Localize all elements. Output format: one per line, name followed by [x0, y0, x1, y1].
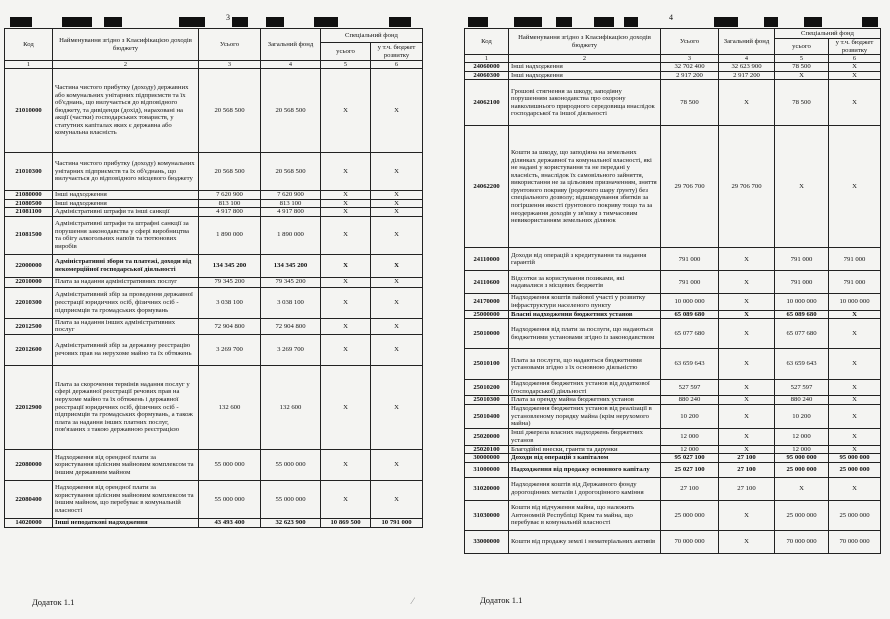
name-cell: Грошові стягнення за шкоду, заподіяну порушенням законодавства про охорону навколишнього природного середовища внаслідок господарської та іншої діяльності [509, 80, 661, 126]
name-cell: Надходження коштів пайової участі у розвитку інфраструктури населеного пункту [509, 294, 661, 310]
special-fund-cell: 12 000 [775, 428, 829, 445]
special-fund-cell: 10 200 [775, 404, 829, 428]
special-fund-cell: X [321, 287, 371, 318]
total-cell: 4 917 800 [199, 208, 261, 217]
special-fund-cell: X [321, 191, 371, 200]
general-fund-cell: X [719, 271, 775, 294]
development-budget-cell: X [829, 80, 881, 126]
name-cell: Частина чистого прибутку (доходу) державних або комунальних унітарних підприємств та їх об'єднань, що вилучається до відповідного бюджету, та дивіденди (дохід), нараховані на акції (частки) господарських товариств, у статутних капіталах яких є державна або комунальна власність [53, 69, 199, 153]
table-row [465, 477, 881, 500]
table-row [465, 380, 881, 396]
general-fund-cell: 32 623 900 [719, 63, 775, 72]
header-special-total: усього [775, 39, 829, 55]
special-fund-cell: X [775, 71, 829, 80]
column-index-cell: 5 [775, 55, 829, 63]
total-cell: 70 000 000 [661, 530, 719, 553]
total-cell: 3 269 700 [199, 334, 261, 365]
code-cell: 25020100 [465, 445, 509, 454]
code-cell: 24110000 [465, 248, 509, 271]
development-budget-cell: X [371, 318, 423, 334]
general-fund-cell: 7 620 900 [261, 191, 321, 200]
total-cell: 813 100 [199, 199, 261, 208]
total-cell: 10 200 [661, 404, 719, 428]
special-fund-cell: X [321, 277, 371, 287]
general-fund-cell: 29 706 700 [719, 126, 775, 248]
development-budget-cell: X [371, 191, 423, 200]
table-row [5, 318, 423, 334]
table-row [465, 462, 881, 477]
general-fund-cell: 79 345 200 [261, 277, 321, 287]
special-fund-cell: X [321, 254, 371, 277]
development-budget-cell: 25 000 000 [829, 500, 881, 530]
general-fund-cell: 55 000 000 [261, 480, 321, 518]
name-cell: Інші надходження [509, 71, 661, 80]
column-index-cell: 3 [199, 61, 261, 69]
table-row [465, 310, 881, 319]
header-general-fund: Загальний фонд [261, 29, 321, 61]
total-cell: 29 706 700 [661, 126, 719, 248]
special-fund-cell: 10 869 500 [321, 518, 371, 527]
header-general-fund: Загальний фонд [719, 29, 775, 55]
table-row [5, 254, 423, 277]
table-row [465, 126, 881, 248]
total-cell: 3 038 100 [199, 287, 261, 318]
total-cell: 63 659 643 [661, 349, 719, 380]
development-budget-cell: X [829, 380, 881, 396]
general-fund-cell: X [719, 380, 775, 396]
table-row [5, 518, 423, 527]
total-cell: 25 027 100 [661, 462, 719, 477]
table-row [465, 454, 881, 463]
general-fund-cell: X [719, 349, 775, 380]
total-cell: 20 568 500 [199, 153, 261, 191]
special-fund-cell: X [321, 216, 371, 254]
column-index-cell: 4 [261, 61, 321, 69]
table-row [465, 530, 881, 553]
table-row [465, 404, 881, 428]
table-row [465, 500, 881, 530]
table-row [5, 191, 423, 200]
code-cell: 21080000 [5, 191, 53, 200]
total-cell: 1 890 000 [199, 216, 261, 254]
total-cell: 55 000 000 [199, 480, 261, 518]
table-row [5, 277, 423, 287]
table-row [465, 428, 881, 445]
general-fund-cell: X [719, 445, 775, 454]
name-cell: Надходження бюджетних установ від додаткової (господарської) діяльності [509, 380, 661, 396]
name-cell: Власні надходження бюджетних установ [509, 310, 661, 319]
development-budget-cell: X [371, 199, 423, 208]
total-cell: 72 904 800 [199, 318, 261, 334]
code-cell: 22010300 [5, 287, 53, 318]
code-cell: 31030000 [465, 500, 509, 530]
appendix-label: Додаток 1.1 [32, 597, 75, 607]
name-cell: Інші джерела власних надходжень бюджетних установ [509, 428, 661, 445]
development-budget-cell: X [371, 208, 423, 217]
general-fund-cell: 813 100 [261, 199, 321, 208]
table-row [465, 71, 881, 80]
total-cell: 12 000 [661, 445, 719, 454]
special-fund-cell: 12 000 [775, 445, 829, 454]
appendix-label: Додаток 1.1 [480, 595, 523, 605]
code-cell: 22080000 [5, 449, 53, 480]
development-budget-cell: X [829, 396, 881, 405]
name-cell: Надходження від орендної плати за користування цілісним майновим комплексом та іншим державним майном [53, 449, 199, 480]
header-total: Усього [199, 29, 261, 61]
name-cell: Кошти від відчуження майна, що належить Автономній Республіці Крим та майна, що перебуває в комунальній власності [509, 500, 661, 530]
special-fund-cell: X [775, 126, 829, 248]
header-special-fund: Спеціальний фонд [775, 29, 881, 39]
total-cell: 43 493 400 [199, 518, 261, 527]
code-cell: 33000000 [465, 530, 509, 553]
development-budget-cell: 25 000 000 [829, 462, 881, 477]
column-index-cell: 1 [5, 61, 53, 69]
name-cell: Плата за надання адміністративних послуг [53, 277, 199, 287]
name-cell: Благодійні внески, гранти та дарунки [509, 445, 661, 454]
development-budget-cell: X [371, 254, 423, 277]
column-index-cell: 5 [321, 61, 371, 69]
general-fund-cell: X [719, 428, 775, 445]
code-cell: 31020000 [465, 477, 509, 500]
general-fund-cell: X [719, 396, 775, 405]
general-fund-cell: X [719, 294, 775, 310]
total-cell: 79 345 200 [199, 277, 261, 287]
general-fund-cell: 20 568 500 [261, 153, 321, 191]
code-cell: 30000000 [465, 454, 509, 463]
general-fund-cell: 32 623 900 [261, 518, 321, 527]
name-cell: Інші надходження [53, 199, 199, 208]
development-budget-cell: X [371, 277, 423, 287]
special-fund-cell: 78 500 [775, 63, 829, 72]
development-budget-cell: X [829, 445, 881, 454]
table-row [465, 80, 881, 126]
name-cell: Плата за послуги, що надаються бюджетними установами згідно з їх основною діяльністю [509, 349, 661, 380]
header-name: Найменування згідно з Класифікацією доходів бюджету [53, 29, 199, 61]
development-budget-cell: X [829, 428, 881, 445]
column-index-cell: 2 [53, 61, 199, 69]
development-budget-cell: X [371, 69, 423, 153]
name-cell: Інші надходження [509, 63, 661, 72]
total-cell: 880 240 [661, 396, 719, 405]
header-code: Код [465, 29, 509, 55]
name-cell: Адміністративний збір за проведення державної реєстрації юридичних осіб, фізичних осіб - підприємців та громадських формувань [53, 287, 199, 318]
development-budget-cell: X [371, 334, 423, 365]
code-cell: 21010300 [5, 153, 53, 191]
development-budget-cell: 10 791 000 [371, 518, 423, 527]
name-cell: Доходи від операцій з кредитування та надання гарантій [509, 248, 661, 271]
total-cell: 132 600 [199, 365, 261, 449]
name-cell: Частина чистого прибутку (доходу) комунальних унітарних підприємств та їх об'єднань, що вилучається до відповідного місцевого бюджету [53, 153, 199, 191]
general-fund-cell: X [719, 404, 775, 428]
special-fund-cell: 78 500 [775, 80, 829, 126]
table-row [5, 153, 423, 191]
code-cell: 25010100 [465, 349, 509, 380]
header-total: Усього [661, 29, 719, 55]
column-index-cell: 4 [719, 55, 775, 63]
general-fund-cell: 27 100 [719, 477, 775, 500]
general-fund-cell: 20 568 500 [261, 69, 321, 153]
name-cell: Адміністративний збір за державну реєстрацію речових прав на нерухоме майно та їх обтяжень [53, 334, 199, 365]
code-cell: 25010400 [465, 404, 509, 428]
general-fund-cell: 27 100 [719, 462, 775, 477]
table-row [465, 349, 881, 380]
general-fund-cell: 27 100 [719, 454, 775, 463]
code-cell: 24060300 [465, 71, 509, 80]
name-cell: Плата за скорочення термінів надання послуг у сфері державної реєстрації речових прав на нерухоме майно та їх обтяжень і державної реєстрації юридичних осіб, фізичних осіб - підприємців та громадських формувань, а також плата за надання інших платних послуг, пов'язаних з такою державною реєстрацією [53, 365, 199, 449]
table-row [465, 319, 881, 349]
name-cell: Надходження коштів від Державного фонду дорогоцінних металів і дорогоцінного каміння [509, 477, 661, 500]
total-cell: 55 000 000 [199, 449, 261, 480]
scan-mark: ⁄ [412, 596, 414, 606]
name-cell: Кошти від продажу землі і нематеріальних активів [509, 530, 661, 553]
header-special-development: у т.ч. бюджет розвитку [829, 39, 881, 55]
column-index-cell: 6 [371, 61, 423, 69]
special-fund-cell: X [321, 199, 371, 208]
total-cell: 78 500 [661, 80, 719, 126]
name-cell: Інші надходження [53, 191, 199, 200]
table-row [465, 63, 881, 72]
table-row [5, 199, 423, 208]
page-number: 3 [226, 13, 230, 22]
development-budget-cell: 70 000 000 [829, 530, 881, 553]
development-budget-cell: 791 000 [829, 248, 881, 271]
table-row [5, 449, 423, 480]
general-fund-cell: X [719, 248, 775, 271]
development-budget-cell: X [371, 365, 423, 449]
general-fund-cell: X [719, 500, 775, 530]
header-special-total: усього [321, 43, 371, 61]
general-fund-cell: X [719, 310, 775, 319]
general-fund-cell: X [719, 530, 775, 553]
code-cell: 21080500 [5, 199, 53, 208]
development-budget-cell: X [371, 449, 423, 480]
name-cell: Надходження від продажу основного капіталу [509, 462, 661, 477]
table-row [5, 334, 423, 365]
table-row [5, 287, 423, 318]
general-fund-cell: 72 904 800 [261, 318, 321, 334]
column-index-row [5, 61, 423, 69]
code-cell: 25010000 [465, 319, 509, 349]
column-index-cell: 1 [465, 55, 509, 63]
special-fund-cell: X [775, 477, 829, 500]
code-cell: 22012500 [5, 318, 53, 334]
table-row [465, 396, 881, 405]
general-fund-cell: 2 917 200 [719, 71, 775, 80]
special-fund-cell: 95 000 000 [775, 454, 829, 463]
table-row [5, 69, 423, 153]
development-budget-cell: 10 000 000 [829, 294, 881, 310]
revenue-table-right [464, 28, 881, 554]
general-fund-cell: 132 600 [261, 365, 321, 449]
name-cell: Надходження від орендної плати за користування цілісним майновим комплексом та іншим майном, що перебуває в комунальній власності [53, 480, 199, 518]
general-fund-cell: X [719, 319, 775, 349]
general-fund-cell: 1 890 000 [261, 216, 321, 254]
table-row [465, 445, 881, 454]
name-cell: Доходи від операцій з капіталом [509, 454, 661, 463]
development-budget-cell: 791 000 [829, 271, 881, 294]
total-cell: 791 000 [661, 271, 719, 294]
column-index-cell: 6 [829, 55, 881, 63]
total-cell: 10 000 000 [661, 294, 719, 310]
name-cell: Надходження бюджетних установ від реалізації в установленому порядку майна (крім нерухомого майна) [509, 404, 661, 428]
total-cell: 791 000 [661, 248, 719, 271]
special-fund-cell: 65 089 680 [775, 310, 829, 319]
total-cell: 65 077 680 [661, 319, 719, 349]
special-fund-cell: 25 000 000 [775, 462, 829, 477]
special-fund-cell: X [321, 449, 371, 480]
name-cell: Інші неподаткові надходження [53, 518, 199, 527]
name-cell: Адміністративні штрафи та штрафні санкції за порушення законодавства у сфері виробництва та обігу алкогольних напоїв та тютюнових виробів [53, 216, 199, 254]
column-index-cell: 3 [661, 55, 719, 63]
code-cell: 22000000 [5, 254, 53, 277]
table-row [5, 365, 423, 449]
development-budget-cell: X [829, 349, 881, 380]
code-cell: 21010000 [5, 69, 53, 153]
code-cell: 22012900 [5, 365, 53, 449]
development-budget-cell: 95 000 000 [829, 454, 881, 463]
special-fund-cell: 880 240 [775, 396, 829, 405]
code-cell: 22010000 [5, 277, 53, 287]
special-fund-cell: 25 000 000 [775, 500, 829, 530]
code-cell: 24110600 [465, 271, 509, 294]
total-cell: 134 345 200 [199, 254, 261, 277]
code-cell: 25010200 [465, 380, 509, 396]
special-fund-cell: X [321, 69, 371, 153]
general-fund-cell: 4 917 800 [261, 208, 321, 217]
header-special-development: у т.ч. бюджет розвитку [371, 43, 423, 61]
total-cell: 65 089 680 [661, 310, 719, 319]
column-index-cell: 2 [509, 55, 661, 63]
total-cell: 527 597 [661, 380, 719, 396]
code-cell: 22080400 [5, 480, 53, 518]
name-cell: Плата за надання інших адміністративних послуг [53, 318, 199, 334]
general-fund-cell: X [719, 80, 775, 126]
special-fund-cell: X [321, 208, 371, 217]
development-budget-cell: X [829, 71, 881, 80]
special-fund-cell: X [321, 365, 371, 449]
development-budget-cell: X [829, 477, 881, 500]
special-fund-cell: 65 077 680 [775, 319, 829, 349]
name-cell: Відсотки за користування позиками, які надавалися з місцевих бюджетів [509, 271, 661, 294]
total-cell: 20 568 500 [199, 69, 261, 153]
table-row [5, 216, 423, 254]
total-cell: 95 027 100 [661, 454, 719, 463]
code-cell: 24062100 [465, 80, 509, 126]
code-cell: 24170000 [465, 294, 509, 310]
development-budget-cell: X [371, 216, 423, 254]
development-budget-cell: X [829, 63, 881, 72]
name-cell: Кошти за шкоду, що заподіяна на земельних ділянках державної та комунальної власності, які не надані у користування та не передані у власність, внаслідок їх самовільного зайняття, використання не за цільовим призначенням, зняття ґрунтового покриву (родючого шару ґрунту) без спеціального дозволу; відшкодування збитків за погіршення якості ґрунтового покриву тощо та за неодержання доходів у зв'язку з тимчасовим невикористанням земельних ділянок [509, 126, 661, 248]
name-cell: Надходження від плати за послуги, що надаються бюджетними установами згідно із законодавством [509, 319, 661, 349]
name-cell: Адміністративні штрафи та інші санкції [53, 208, 199, 217]
special-fund-cell: 791 000 [775, 248, 829, 271]
special-fund-cell: 527 597 [775, 380, 829, 396]
special-fund-cell: 70 000 000 [775, 530, 829, 553]
general-fund-cell: 134 345 200 [261, 254, 321, 277]
table-row [465, 294, 881, 310]
special-fund-cell: X [321, 153, 371, 191]
code-cell: 21081500 [5, 216, 53, 254]
code-cell: 21081100 [5, 208, 53, 217]
column-index-row [465, 55, 881, 63]
development-budget-cell: X [829, 319, 881, 349]
total-cell: 27 100 [661, 477, 719, 500]
header-special-fund: Спеціальний фонд [321, 29, 423, 43]
development-budget-cell: X [371, 287, 423, 318]
code-cell: 25000000 [465, 310, 509, 319]
table-row [5, 208, 423, 217]
total-cell: 25 000 000 [661, 500, 719, 530]
development-budget-cell: X [371, 480, 423, 518]
general-fund-cell: 3 269 700 [261, 334, 321, 365]
total-cell: 32 702 400 [661, 63, 719, 72]
code-cell: 25020000 [465, 428, 509, 445]
total-cell: 12 000 [661, 428, 719, 445]
general-fund-cell: 55 000 000 [261, 449, 321, 480]
code-cell: 25010300 [465, 396, 509, 405]
table-row [5, 480, 423, 518]
table-row [465, 248, 881, 271]
revenue-table-left [4, 28, 423, 528]
code-cell: 22012600 [5, 334, 53, 365]
general-fund-cell: 3 038 100 [261, 287, 321, 318]
code-cell: 24060000 [465, 63, 509, 72]
development-budget-cell: X [371, 153, 423, 191]
development-budget-cell: X [829, 404, 881, 428]
special-fund-cell: X [321, 480, 371, 518]
special-fund-cell: X [321, 318, 371, 334]
code-cell: 31000000 [465, 462, 509, 477]
name-cell: Адміністративні збори та платежі, доходи від некомерційної господарської діяльності [53, 254, 199, 277]
total-cell: 2 917 200 [661, 71, 719, 80]
special-fund-cell: 791 000 [775, 271, 829, 294]
development-budget-cell: X [829, 310, 881, 319]
code-cell: 14020000 [5, 518, 53, 527]
name-cell: Плата за оренду майна бюджетних установ [509, 396, 661, 405]
development-budget-cell: X [829, 126, 881, 248]
special-fund-cell: 10 000 000 [775, 294, 829, 310]
special-fund-cell: 63 659 643 [775, 349, 829, 380]
header-code: Код [5, 29, 53, 61]
table-row [465, 271, 881, 294]
page-number: 4 [669, 13, 673, 22]
total-cell: 7 620 900 [199, 191, 261, 200]
code-cell: 24062200 [465, 126, 509, 248]
header-name: Найменування згідно з Класифікацією доходів бюджету [509, 29, 661, 55]
special-fund-cell: X [321, 334, 371, 365]
